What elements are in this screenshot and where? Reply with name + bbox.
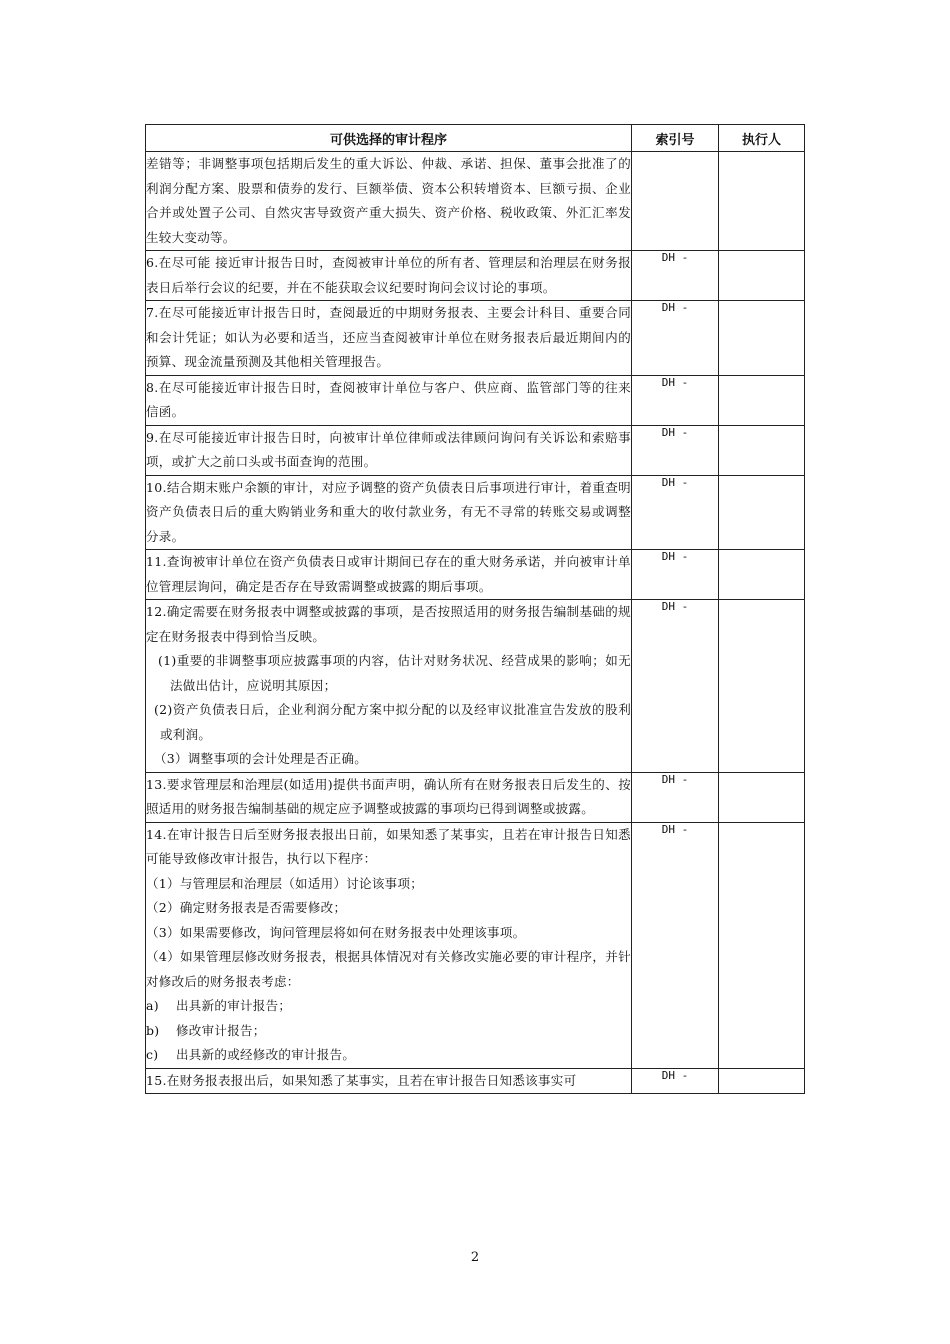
procedure-cell [146,375,632,425]
executor-cell [719,600,805,773]
header-index: 索引号 [632,125,719,152]
audit-procedure-table [145,124,805,1094]
index-cell: DH - [632,475,719,550]
procedure-subitem: （1）与管理层和治理层（如适用）讨论该事项； [146,875,424,891]
executor-cell [719,475,805,550]
table-row [146,425,805,475]
list-text: 修改审计报告； [176,1022,266,1038]
index-cell [632,152,719,251]
procedure-text: 7.在尽可能接近审计报告日时，查阅最近的中期财务报表、主要会计科目、重要合同和会计凭证；如认为必要和适当，还应当查阅被审计单位在财务报表后最近期间内的预算、现金流量预测及其他相关管理报告。 [146,305,631,369]
table-row [146,375,805,425]
executor-cell [719,1068,805,1094]
procedure-subitem: （3）如果需要修改，询问管理层将如何在财务报表中处理该事项。 [146,924,526,940]
executor-cell [719,251,805,301]
procedure-cell [146,301,632,376]
table-row [146,772,805,822]
procedure-text: 差错等；非调整事项包括期后发生的重大诉讼、仲裁、承诺、担保、董事会批准了的利润分配方案、股票和债券的发行、巨额举债、资本公积转增资本、巨额亏损、企业合并或处置子公司、自然灾害导致资产重大损失、资产价格、税收政策、外汇汇率发生较大变动等。 [146,156,631,245]
executor-cell [719,375,805,425]
table-row [146,1068,805,1094]
procedure-text: 12.确定需要在财务报表中调整或披露的事项，是否按照适用的财务报告编制基础的规定在财务报表中得到恰当反映。 [146,604,631,644]
list-marker: b) [146,1022,160,1038]
page-number: 2 [470,1250,480,1265]
procedure-list-item [146,1019,631,1044]
procedure-subitem: （2）确定财务报表是否需要修改； [146,900,347,915]
executor-cell [719,301,805,376]
procedure-text: 13.要求管理层和治理层(如适用)提供书面声明，确认所有在财务报表日后发生的、按照适用的财务报告编制基础的规定应予调整或披露的事项均已得到调整或披露。 [146,776,631,816]
procedure-text: 11.查询被审计单位在资产负债表日或审计期间已存在的重大财务承诺，并向被审计单位管理层询问，确定是否存在导致需调整或披露的期后事项。 [146,554,631,594]
table-header-row [146,125,805,152]
procedure-cell [146,600,632,773]
index-cell: DH - [632,772,719,822]
index-cell: DH - [632,301,719,376]
executor-cell [719,425,805,475]
procedure-text: 9.在尽可能接近审计报告日时，向被审计单位律师或法律顾问询问有关诉讼和索赔事项，或扩大之前口头或书面查询的范围。 [146,429,631,469]
procedure-cell [146,772,632,822]
table-row [146,475,805,550]
procedure-subitem: （3）调整事项的会计处理是否正确。 [154,751,368,766]
procedure-cell [146,1068,632,1094]
index-cell: DH - [632,822,719,1068]
list-text: 出具新的或经修改的审计报告。 [176,1047,356,1062]
index-cell: DH - [632,425,719,475]
procedure-cell [146,475,632,550]
executor-cell [719,822,805,1068]
index-cell: DH - [632,600,719,773]
table-row [146,251,805,301]
header-procedure: 可供选择的审计程序 [146,125,632,152]
table-row [146,822,805,1068]
procedure-text: 15.在财务报表报出后，如果知悉了某事实，且若在审计报告日知悉该事实可 [146,1072,577,1088]
index-cell: DH - [632,375,719,425]
list-marker: c) [146,1047,159,1062]
table-row [146,301,805,376]
executor-cell [719,772,805,822]
procedure-cell [146,251,632,301]
procedure-cell [146,822,632,1068]
procedure-list-item [146,994,631,1019]
procedure-text: 14.在审计报告日后至财务报表报出日前，如果知悉了某事实，且若在审计报告日知悉可能导致修改审计报告，执行以下程序： [146,826,631,866]
executor-cell [719,550,805,600]
procedure-text: 6.在尽可能 接近审计报告日时，查阅被审计单位的所有者、管理层和治理层在财务报表日后举行会议的纪要，并在不能获取会议纪要时询问会议讨论的事项。 [146,255,631,295]
table-row [146,600,805,773]
table-row [146,550,805,600]
index-cell: DH - [632,550,719,600]
table-row [146,152,805,251]
list-marker: a) [146,998,159,1013]
procedure-text: 8.在尽可能接近审计报告日时，查阅被审计单位与客户、供应商、监管部门等的往来信函。 [146,379,631,419]
index-cell: DH - [632,1068,719,1094]
list-text: 出具新的审计报告； [176,998,292,1013]
procedure-cell [146,425,632,475]
procedure-text: 10.结合期末账户余额的审计，对应予调整的资产负债表日后事项进行审计，着重查明资产负债表日后的重大购销业务和重大的收付款业务，有无不寻常的转账交易或调整分录。 [146,479,631,544]
procedure-subitem: (2)资产负债表日后，企业利润分配方案中拟分配的以及经审议批准宣告发放的股利或利润。 [154,702,631,742]
index-cell: DH - [632,251,719,301]
procedure-cell [146,152,632,251]
procedure-subitem: （4）如果管理层修改财务报表，根据具体情况对有关修改实施必要的审计程序，并针对修改后的财务报表考虑： [146,949,631,989]
executor-cell [719,152,805,251]
procedure-subitem: (1)重要的非调整事项应披露事项的内容，估计对财务状况、经营成果的影响；如无法做出估计，应说明其原因； [158,653,631,693]
header-executor: 执行人 [719,125,805,152]
procedure-cell [146,550,632,600]
procedure-list-item [146,1043,631,1068]
